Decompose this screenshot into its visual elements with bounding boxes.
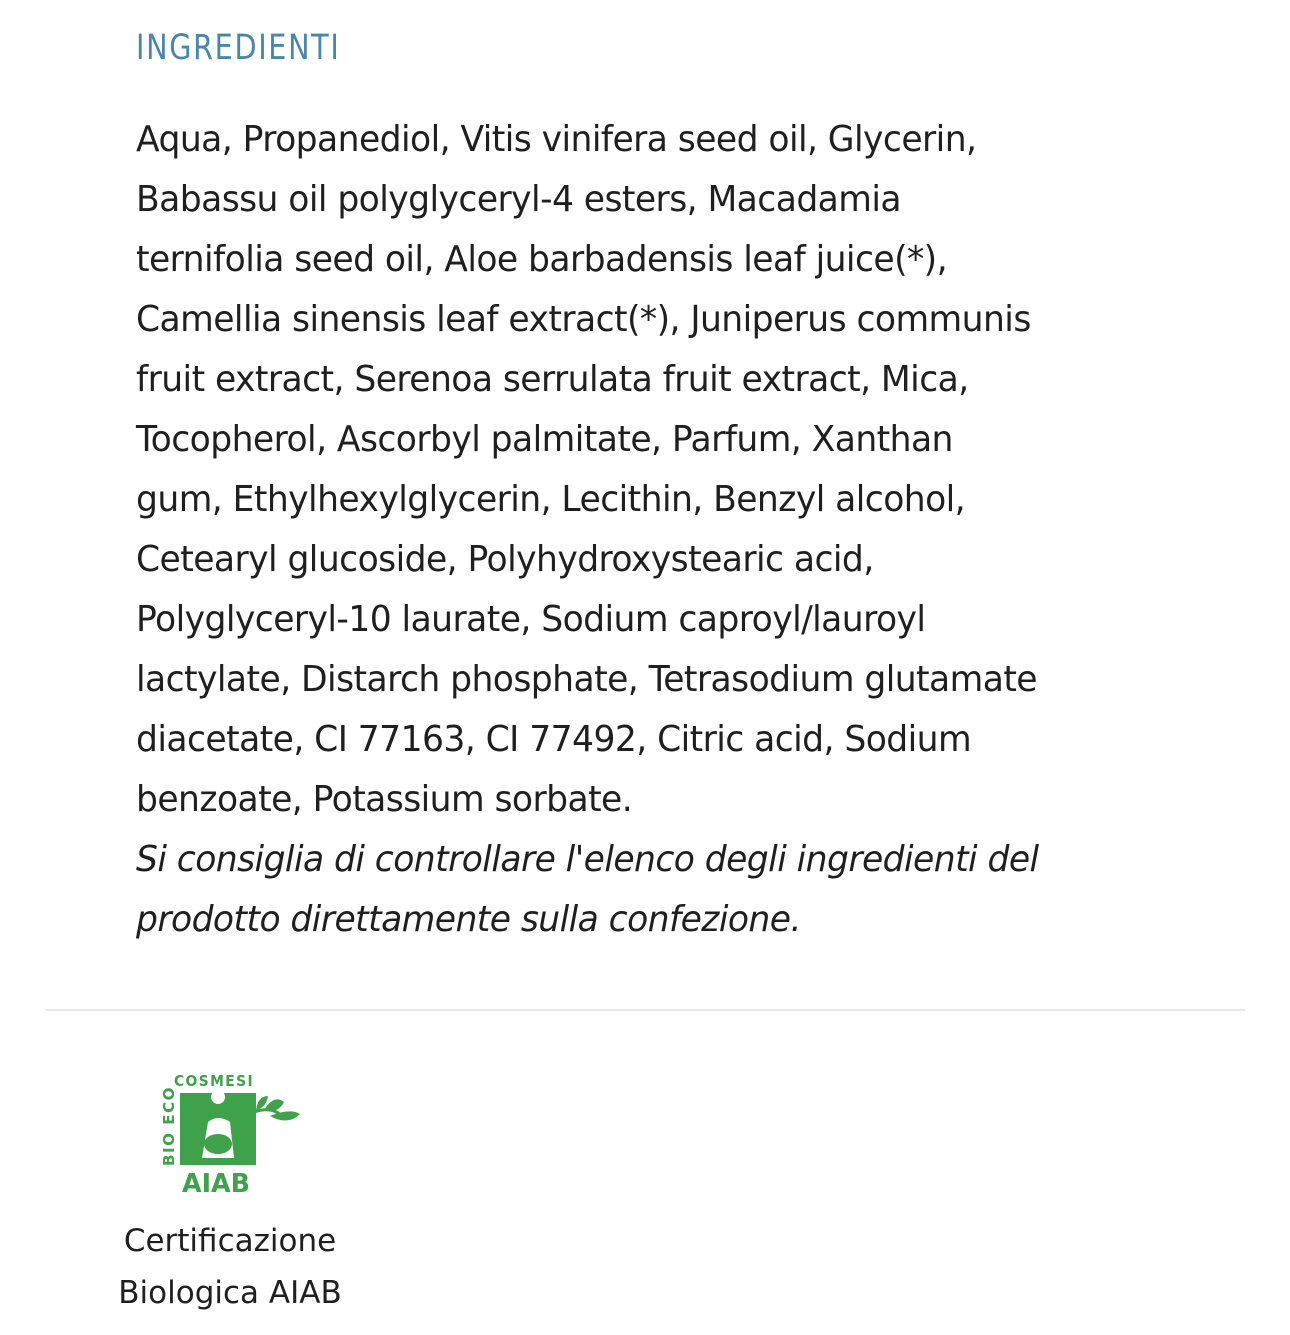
certification-caption-line: Biologica AIAB bbox=[118, 1275, 342, 1311]
ingredients-line: gum, Ethylhexylglycerin, Lecithin, Benzyl alcohol, bbox=[136, 479, 966, 520]
ingredients-line: Babassu oil polyglyceryl-4 esters, Macadamia bbox=[136, 179, 901, 220]
ingredients-line: Polyglyceryl-10 laurate, Sodium caproyl/lauroyl bbox=[136, 599, 926, 640]
logo-text-side: BIO ECO bbox=[160, 1086, 178, 1166]
certification-caption-line: Certificazione bbox=[123, 1223, 337, 1259]
section-divider bbox=[45, 1009, 1245, 1011]
aiab-certification-logo-icon bbox=[150, 1066, 310, 1201]
ingredients-line: ternifolia seed oil, Aloe barbadensis leaf juice(*), bbox=[136, 239, 948, 280]
ingredients-line: Aqua, Propanediol, Vitis vinifera seed oil, Glycerin, bbox=[136, 119, 977, 160]
ingredients-line: Tocopherol, Ascorbyl palmitate, Parfum, Xanthan bbox=[136, 419, 953, 460]
ingredients-note-line: Si consiglia di controllare l'elenco degli ingredienti del bbox=[136, 839, 1039, 880]
ingredients-list bbox=[136, 110, 1176, 950]
certification-caption bbox=[90, 1215, 370, 1319]
logo-text-top: COSMESI bbox=[174, 1072, 254, 1090]
ingredients-line: benzoate, Potassium sorbate. bbox=[136, 779, 633, 820]
section-title: INGREDIENTI bbox=[136, 28, 341, 68]
ingredients-line: Cetearyl glucoside, Polyhydroxystearic acid, bbox=[136, 539, 874, 580]
ingredients-line: lactylate, Distarch phosphate, Tetrasodium glutamate bbox=[136, 659, 1038, 700]
ingredients-line: diacetate, CI 77163, CI 77492, Citric acid, Sodium bbox=[136, 719, 972, 760]
ingredients-line: Camellia sinensis leaf extract(*), Juniperus communis bbox=[136, 299, 1031, 340]
logo-text-bottom: AIAB bbox=[182, 1169, 250, 1199]
ingredients-note-line: prodotto direttamente sulla confezione. bbox=[136, 899, 801, 940]
ingredients-line: fruit extract, Serenoa serrulata fruit extract, Mica, bbox=[136, 359, 969, 400]
